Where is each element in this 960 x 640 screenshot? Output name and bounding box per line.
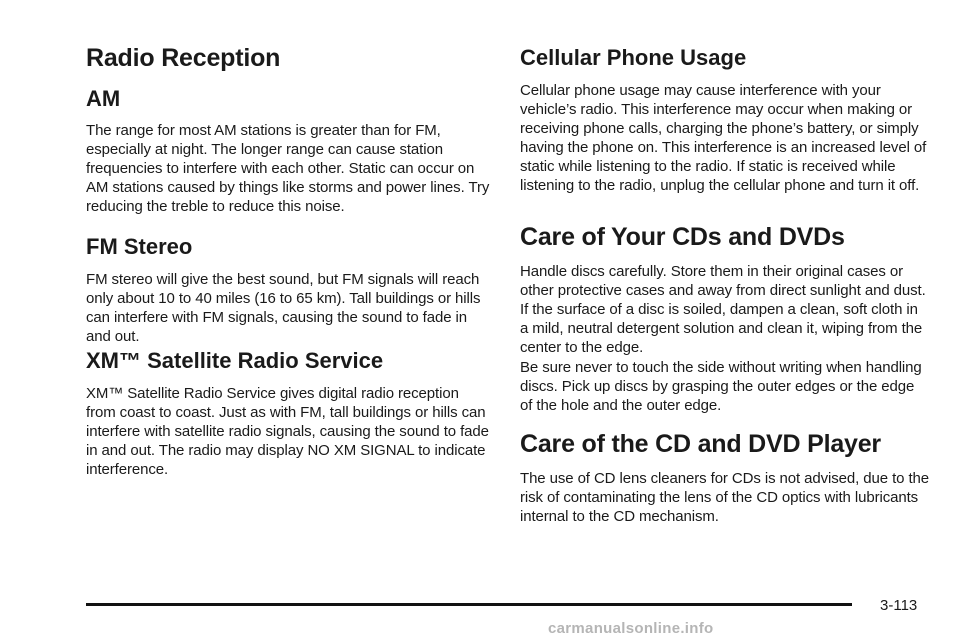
- paragraph-cellular-phone: Cellular phone usage may cause interference with your vehicle’s radio. This interference may occur when making or receiving phone calls, charging the phone’s battery, or simply having the phone on. This interference is an increased level of static while listening to the radio. If static is received while listening to the radio, unplug the cellular phone and turn it off.: [520, 82, 927, 194]
- page-number: 3-113: [880, 597, 918, 614]
- section-title-radio-reception: Radio Reception: [86, 44, 281, 72]
- watermark: carmanualsonline.info: [548, 620, 714, 637]
- heading-am: AM: [86, 86, 121, 111]
- section-title-care-player: Care of the CD and DVD Player: [520, 430, 881, 458]
- heading-xm-satellite: XM™ Satellite Radio Service: [86, 348, 384, 373]
- section-title-care-cds: Care of Your CDs and DVDs: [520, 223, 845, 251]
- paragraph-fm-stereo: FM stereo will give the best sound, but FM signals will reach only about 10 to 40 miles (16 to 65 km). Tall buildings or hills can interfere with FM signals, causing the sound to fade in and out.: [86, 271, 481, 345]
- paragraph-am: The range for most AM stations is greater than for FM, especially at night. The longer range can cause station frequencies to interfere with each other. Static can occur on AM stations caused by things like storms and power lines. Try reducing the treble to reduce this noise.: [86, 122, 490, 215]
- heading-cellular-phone: Cellular Phone Usage: [520, 45, 747, 70]
- paragraph-xm-satellite: XM™ Satellite Radio Service gives digital radio reception from coast to coast. Just as with FM, tall buildings or hills can interfere with satellite radio signals, causing the sound to fade in and out. The radio may display NO XM SIGNAL to indicate interference.: [86, 385, 489, 478]
- heading-fm-stereo: FM Stereo: [86, 234, 193, 259]
- paragraph-care-cds-1: Handle discs carefully. Store them in their original cases or other protective cases and away from direct sunlight and dust. If the surface of a disc is soiled, dampen a clean, soft cloth in a mild, neutral detergent solution and clean it, wiping from the center to the edge.: [520, 263, 926, 356]
- paragraph-care-cds-2: Be sure never to touch the side without writing when handling discs. Pick up discs by grasping the outer edges or the edge of the hole and the outer edge.: [520, 359, 922, 414]
- footer-rule: [86, 603, 852, 606]
- paragraph-care-player: The use of CD lens cleaners for CDs is not advised, due to the risk of contaminating the lens of the CD optics with lubricants internal to the CD mechanism.: [520, 470, 930, 525]
